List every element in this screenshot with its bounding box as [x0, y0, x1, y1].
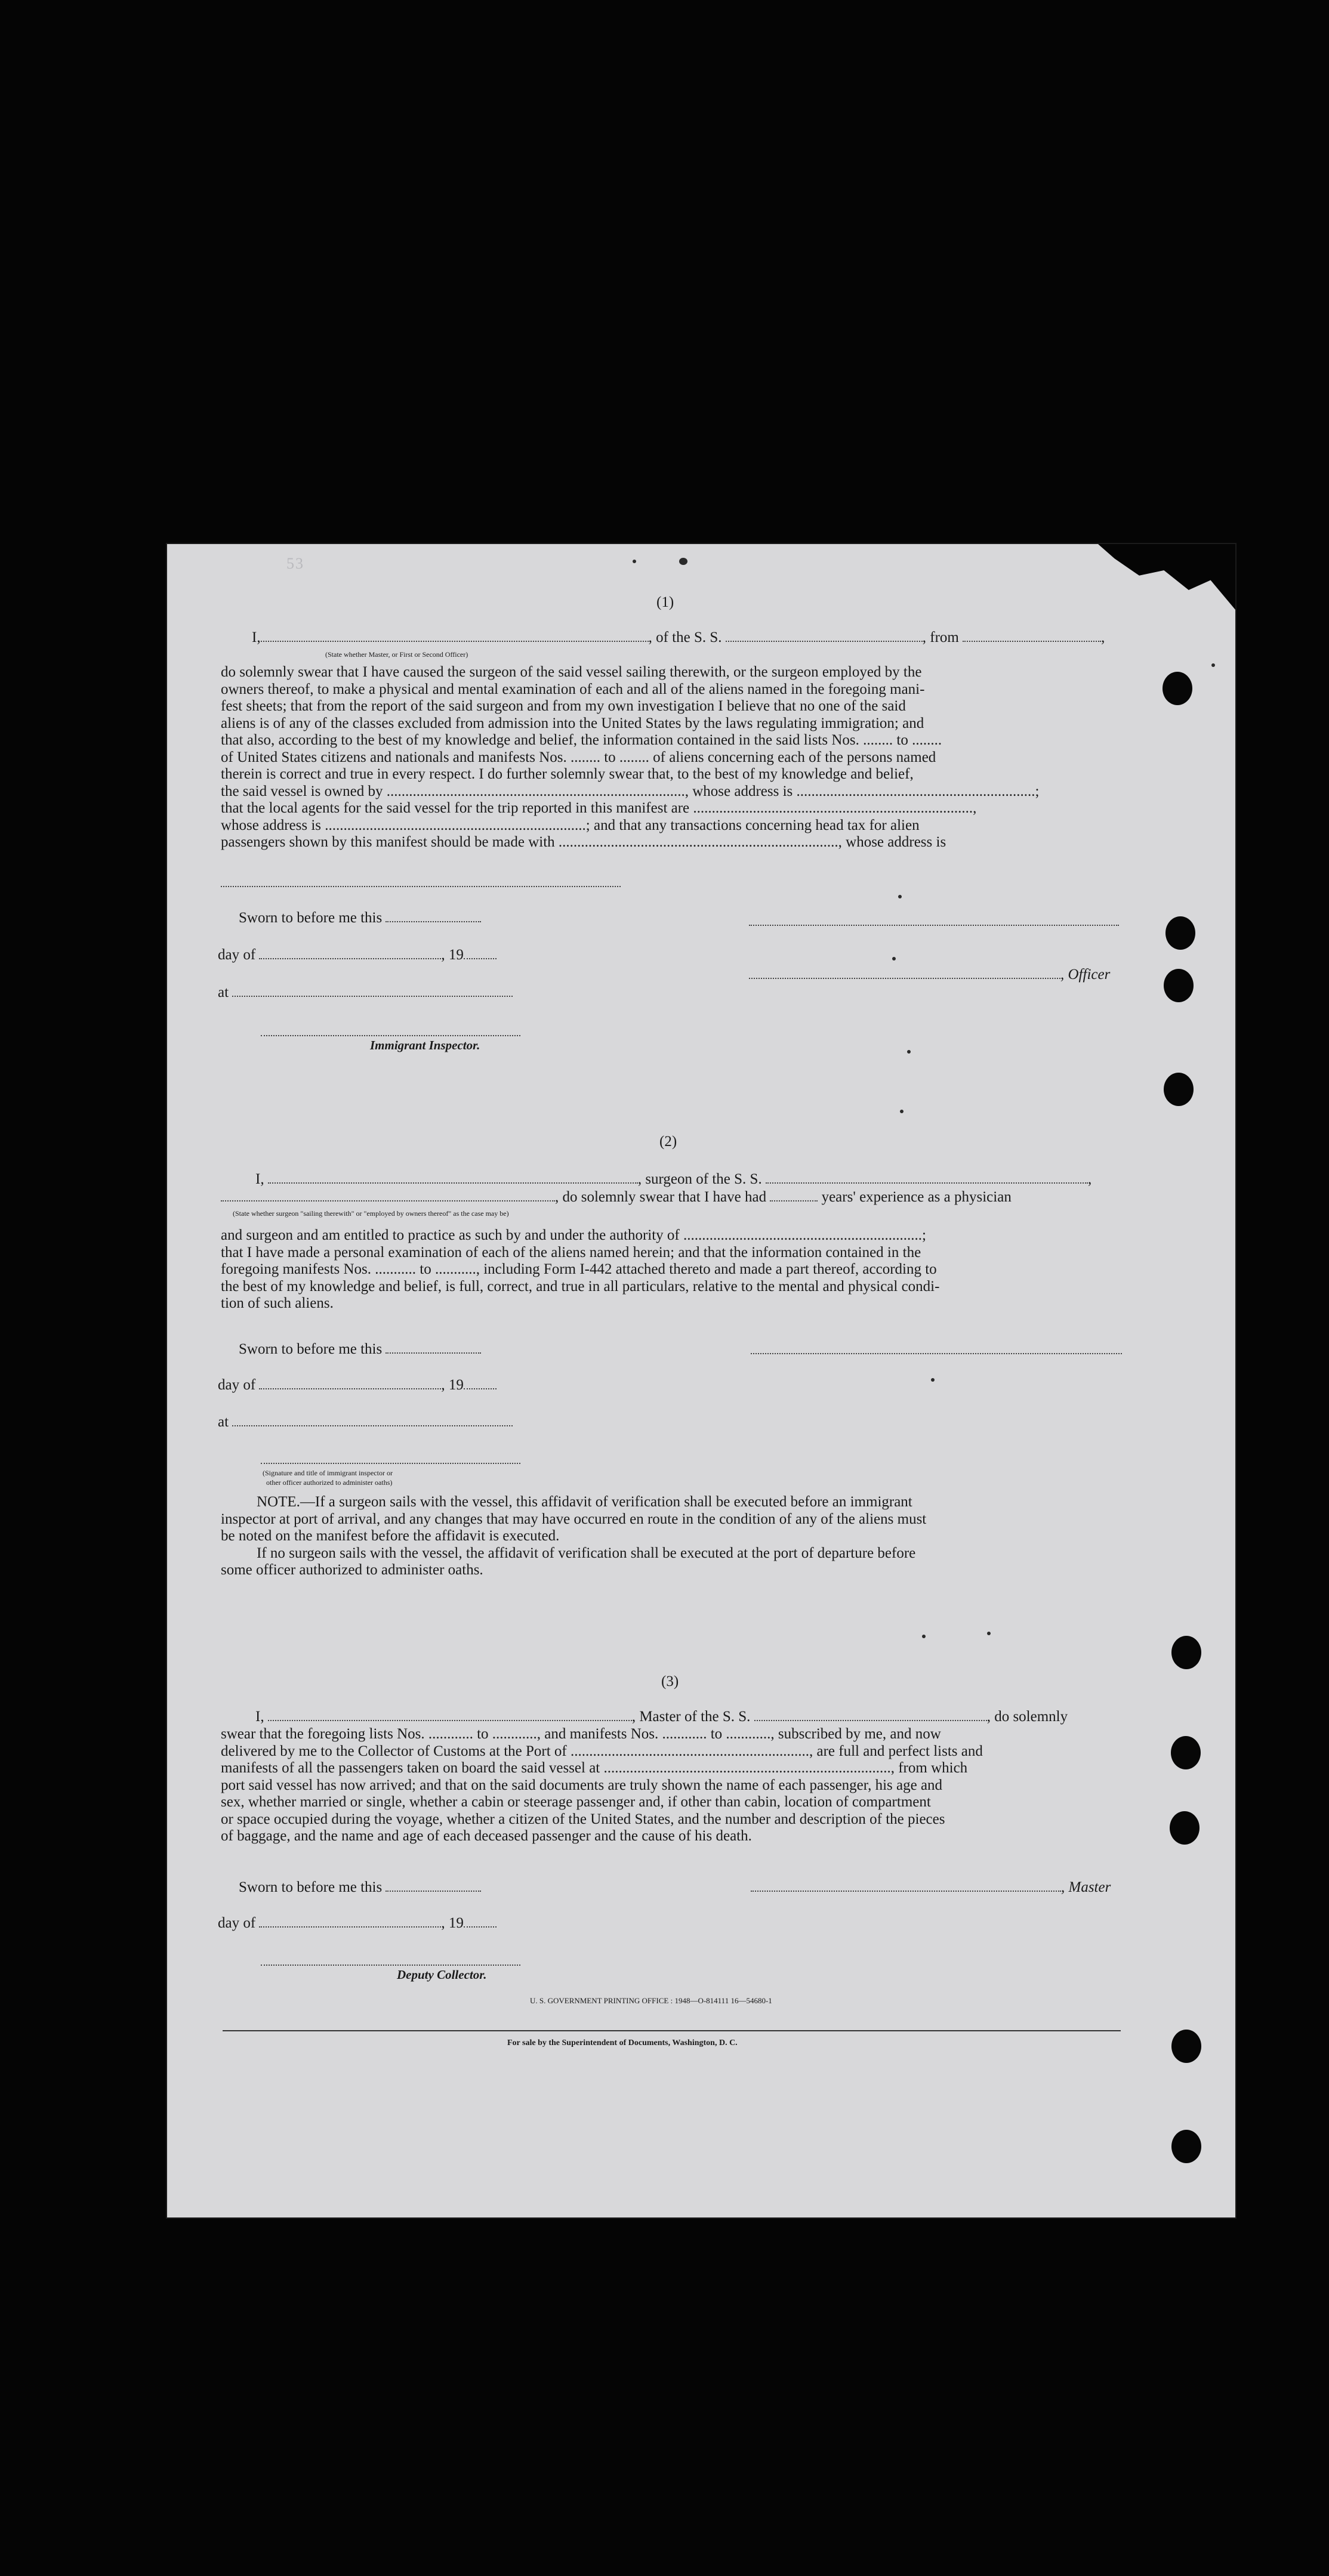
- year-text: , 19: [441, 1377, 464, 1393]
- section-2-number: (2): [659, 1133, 677, 1150]
- scan-speck: [900, 1110, 904, 1113]
- signature-caption: (Signature and title of immigrant inspector or: [263, 1469, 393, 1477]
- paragraph-line: of baggage, and the name and age of each deceased passenger and the cause of his death.: [221, 1828, 752, 1844]
- section-3-pronoun: I,: [255, 1709, 264, 1725]
- paragraph-line: sex, whether married or single, whether a cabin or steerage passenger and, if other than cabin, location of compartment: [221, 1794, 931, 1810]
- signature-line: [749, 925, 1119, 926]
- collector-label: Deputy Collector.: [397, 1967, 487, 1982]
- paragraph-line: the said vessel is owned by ................................................................................, whose address is ................................................................;: [221, 783, 1040, 799]
- footer-divider: [223, 2030, 1121, 2031]
- paragraph-line: that also, according to the best of my knowledge and belief, the information contained in the said lists Nos. ........ to ........: [221, 732, 942, 748]
- scan-speck: [931, 1378, 935, 1382]
- scan-speck: [633, 560, 636, 563]
- paragraph-line: the best of my knowledge and belief, is full, correct, and true in all particulars, relative to the mental and physical condi-: [221, 1278, 940, 1295]
- paragraph-line: do solemnly swear that I have caused the surgeon of the said vessel sailing therewith, or the surgeon employed by the: [221, 664, 922, 680]
- section-2-vessel-label: , surgeon of the S. S.: [637, 1171, 762, 1187]
- section-1-vessel-label: , of the S. S.: [648, 629, 722, 645]
- day-of-text: day of: [218, 947, 256, 963]
- binder-hole: [1165, 916, 1195, 950]
- note-line: be noted on the manifest before the affidavit is executed.: [221, 1528, 560, 1544]
- binder-hole: [1163, 672, 1192, 705]
- binder-hole: [1171, 1636, 1201, 1669]
- sworn-line: [239, 1879, 481, 1896]
- bleed-through-mark: 53: [286, 555, 304, 572]
- officer-title: , Officer: [1060, 966, 1111, 983]
- section-1-pronoun: I,: [252, 629, 261, 645]
- section-1-from-label: , from: [922, 629, 959, 645]
- note-line: If no surgeon sails with the vessel, the affidavit of verification shall be executed at the port of departure before: [257, 1545, 916, 1561]
- binder-hole: [1171, 2030, 1201, 2063]
- binder-hole: [1164, 969, 1194, 1002]
- paragraph-line: owners thereof, to make a physical and mental examination of each and all of the aliens named in the foregoing mani-: [221, 681, 925, 697]
- section-3-paragraph: [221, 1726, 1122, 1845]
- paragraph-line: fest sheets; that from the report of the said surgeon and from my own investigation I believe that no one of the said: [221, 698, 906, 714]
- paragraph-line: and surgeon and am entitled to practice as such by and under the authority of ................................................................;: [221, 1227, 926, 1243]
- binder-hole: [1170, 1811, 1200, 1845]
- signature-line: [751, 1353, 1122, 1354]
- master-line: [751, 1879, 1111, 1896]
- paragraph-line: tion of such aliens.: [221, 1295, 334, 1311]
- sworn-text: Sworn to before me this: [239, 1879, 383, 1895]
- paragraph-line: whose address is ......................................................................; and that any transactions concerning head tax for alien: [221, 817, 920, 833]
- section-1-first-line: [252, 629, 1105, 646]
- signature-line: [261, 1463, 520, 1464]
- section-2-second-line: [221, 1189, 1012, 1206]
- do-solemnly-text: , do solemnly: [986, 1709, 1068, 1725]
- sworn-text: Sworn to before me this: [239, 1341, 383, 1357]
- note-line: some officer authorized to administer oaths.: [221, 1562, 483, 1578]
- at-text: at: [218, 984, 229, 1000]
- section-2-note: [221, 1494, 1122, 1579]
- day-of-line: [218, 1915, 497, 1932]
- paragraph-line: foregoing manifests Nos. ........... to ..........., including Form I-442 attached thereto and made a part thereof, according to: [221, 1261, 937, 1277]
- section-3-vessel-label: , Master of the S. S.: [631, 1709, 751, 1725]
- master-title: , Master: [1061, 1879, 1111, 1895]
- signature-line: [261, 1965, 520, 1966]
- paragraph-line: passengers shown by this manifest should be made with ..........................................................................., whose address is: [221, 834, 946, 850]
- scan-speck: [907, 1050, 911, 1054]
- day-of-line: [218, 947, 497, 963]
- scan-speck: [922, 1635, 926, 1638]
- signature-line: [221, 886, 621, 887]
- section-2-paragraph: [221, 1227, 1122, 1312]
- at-line: [218, 984, 513, 1001]
- scan-speck: [898, 895, 902, 898]
- paragraph-line: or space occupied during the voyage, whether a citizen of the United States, and the number and description of the pieces: [221, 1811, 945, 1827]
- note-line: inspector at port of arrival, and any changes that may have occurred en route in the condition of any of the aliens must: [221, 1511, 927, 1527]
- note-line: NOTE.—If a surgeon sails with the vessel, this affidavit of verification shall be executed before an immigrant: [257, 1494, 912, 1510]
- sworn-line: [239, 910, 481, 926]
- printing-office-line: U. S. GOVERNMENT PRINTING OFFICE : 1948—O-814111 16—54680-1: [530, 1996, 772, 2005]
- section-3-first-line: [255, 1709, 1068, 1725]
- scan-speck: [1211, 663, 1215, 667]
- scan-speck: [679, 558, 687, 565]
- day-of-line: [218, 1377, 497, 1394]
- officer-line: [749, 966, 1110, 983]
- section-1-paragraph: [221, 664, 1122, 851]
- experience-text: , do solemnly swear that I have had: [555, 1189, 767, 1205]
- paragraph-line: aliens is of any of the classes excluded from admission into the United States by the laws regulating immigration; and: [221, 715, 924, 731]
- binder-hole: [1171, 1736, 1201, 1769]
- physician-text: years' experience as a physician: [821, 1189, 1012, 1205]
- paragraph-line: manifests of all the passengers taken on board the said vessel at ............................................................................., from which: [221, 1760, 968, 1776]
- paragraph-line: that I have made a personal examination of each of the aliens named herein; and that the information contained in the: [221, 1244, 921, 1261]
- section-1-number: (1): [656, 594, 674, 610]
- at-text: at: [218, 1414, 229, 1430]
- at-line: [218, 1414, 513, 1431]
- section-3-number: (3): [661, 1673, 679, 1689]
- section-2-pronoun: I,: [255, 1171, 264, 1187]
- day-of-text: day of: [218, 1377, 256, 1393]
- section-2-comma: ,: [1087, 1171, 1092, 1187]
- year-text: , 19: [441, 947, 464, 963]
- paragraph-line: delivered by me to the Collector of Customs at the Port of ................................................................, are full and perfect lists and: [221, 1743, 983, 1759]
- inspector-label: Immigrant Inspector.: [370, 1038, 480, 1052]
- year-text: , 19: [441, 1915, 464, 1931]
- section-2-caption: (State whether surgeon "sailing therewith" or "employed by owners thereof" as the case may be): [233, 1209, 509, 1218]
- day-of-text: day of: [218, 1915, 256, 1931]
- paragraph-line: swear that the foregoing lists Nos. ............ to ............, and manifests Nos. ............ to ............, subscribed by me, and now: [221, 1726, 941, 1742]
- sworn-text: Sworn to before me this: [239, 910, 383, 926]
- binder-hole: [1164, 1073, 1194, 1106]
- paragraph-line: therein is correct and true in every respect. I do further solemnly swear that, to the best of my knowledge and belief,: [221, 766, 914, 782]
- sworn-line: [239, 1341, 481, 1358]
- section-2-first-line: [255, 1171, 1091, 1188]
- binder-hole: [1171, 2130, 1201, 2163]
- sale-notice: For sale by the Superintendent of Documents, Washington, D. C.: [507, 2038, 738, 2047]
- signature-line: [261, 1035, 520, 1036]
- signature-caption: other officer authorized to administer oaths): [266, 1478, 393, 1487]
- paragraph-line: port said vessel has now arrived; and that on the said documents are truly shown the name of each passenger, his age and: [221, 1777, 943, 1793]
- paragraph-line: that the local agents for the said vessel for the trip reported in this manifest are ...........................................................................,: [221, 800, 977, 816]
- paragraph-line: of United States citizens and nationals and manifests Nos. ........ to ........ of aliens concerning each of the persons named: [221, 749, 936, 765]
- scan-speck: [892, 957, 896, 960]
- section-1-comma: ,: [1101, 629, 1105, 645]
- scan-speck: [987, 1632, 991, 1635]
- section-1-caption: (State whether Master, or First or Second Officer): [325, 650, 468, 659]
